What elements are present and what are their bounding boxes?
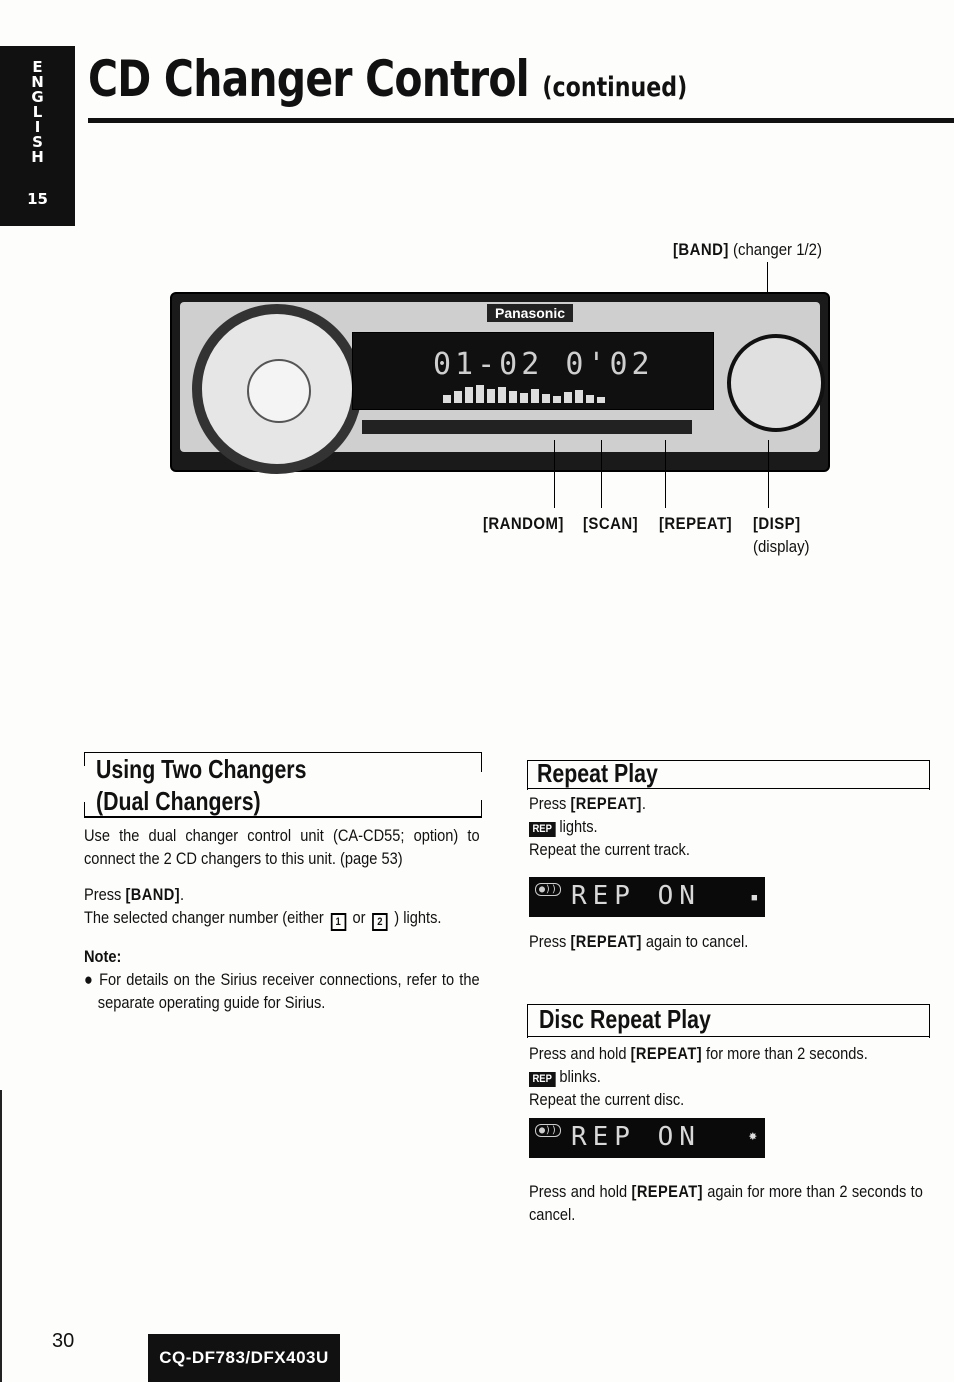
disc-icon: ●)) <box>535 883 561 896</box>
note-item <box>84 968 480 1014</box>
spectrum-bar <box>465 387 473 403</box>
repeat-play-heading: Repeat Play <box>537 758 658 788</box>
repeat-cancel-line <box>529 930 925 953</box>
scan-label: [SCAN] <box>583 514 638 533</box>
heading-rule <box>84 816 482 818</box>
heading-rule <box>527 1036 930 1037</box>
rep-indicator-icon: REP <box>529 822 555 837</box>
spectrum-bar <box>575 390 583 403</box>
cancel-prefix: Press and hold <box>529 1182 632 1201</box>
section-number: 15 <box>27 190 48 208</box>
disp-label: [DISP] <box>753 514 801 533</box>
scan-leader <box>601 440 602 508</box>
spectrum-bar <box>531 389 539 403</box>
heading-rule <box>527 760 528 790</box>
disc-repeat-cancel <box>529 1180 923 1226</box>
disc-repeat-body <box>529 1042 925 1111</box>
cancel-suffix: again to cancel. <box>641 932 749 951</box>
spectrum-bar <box>564 392 572 403</box>
blinks-text: blinks. <box>555 1067 601 1086</box>
page-number: 30 <box>52 1330 75 1352</box>
language-letter: S <box>32 133 43 151</box>
disc-repeat-display-text: REP ON <box>571 1122 701 1152</box>
heading-rule <box>84 802 85 818</box>
repeat-track-desc: Repeat the current track. <box>529 840 690 859</box>
press-prefix: Press <box>529 794 571 813</box>
repeat-leader <box>665 440 666 508</box>
band-label <box>673 240 822 260</box>
selected-prefix: The selected changer number (either <box>84 908 324 927</box>
head-unit-illustration <box>170 292 830 472</box>
spectrum-bar <box>597 397 605 403</box>
spectrum-bar <box>498 387 506 403</box>
page-title-sub: (continued) <box>542 72 688 103</box>
lcd-display <box>352 332 714 410</box>
spectrum-bar <box>487 389 495 403</box>
press-prefix: Press <box>84 885 126 904</box>
spectrum-bar <box>553 396 561 403</box>
heading-rule <box>527 1004 528 1038</box>
language-letter: E <box>32 58 43 76</box>
band-key: [BAND] <box>673 240 729 259</box>
disc-repeat-heading: Disc Repeat Play <box>539 1004 711 1034</box>
dual-changers-intro: Use the dual changer control unit (CA-CD55; option) to connect the 2 CD changers to this unit. (page 53) <box>84 826 480 868</box>
dual-changers-body <box>84 824 480 1014</box>
language-letter: L <box>32 103 43 121</box>
band-note: (changer 1/2) <box>732 240 822 259</box>
spectrum-bar <box>476 385 484 403</box>
button-strip <box>362 420 692 434</box>
repeat-display-screen <box>529 877 765 917</box>
repeat-disc-desc: Repeat the current disc. <box>529 1090 685 1109</box>
spectrum-bar <box>443 395 451 403</box>
heading-rule <box>481 800 482 818</box>
repeat-label: [REPEAT] <box>659 514 733 533</box>
blinking-rep-icon: ✸ <box>748 1128 757 1144</box>
cancel-suffix: again for more than 2 seconds to cancel. <box>529 1182 923 1224</box>
brand-label: Panasonic <box>487 304 573 322</box>
hold-suffix: for more than 2 seconds. <box>701 1044 868 1063</box>
language-letter: H <box>31 148 44 166</box>
lights-text: lights. <box>555 817 598 836</box>
spectrum-bar <box>542 394 550 403</box>
spectrum-bar <box>586 395 594 403</box>
hold-repeat-line <box>529 1042 925 1065</box>
press-repeat-line <box>529 792 925 815</box>
rep-indicator-icon: REP <box>529 1072 555 1087</box>
random-leader <box>554 440 555 508</box>
repeat-key-text: [REPEAT] <box>570 932 642 951</box>
band-key-text: [BAND] <box>125 885 180 904</box>
rep-blinks-line <box>529 1065 925 1088</box>
margin-rule <box>0 1090 2 1382</box>
disp-note: (display) <box>753 537 810 556</box>
repeat-play-body <box>529 792 925 861</box>
volume-knob <box>192 304 362 474</box>
spectrum-bar <box>454 391 462 403</box>
heading-rule <box>84 752 482 753</box>
bullet-icon: ● <box>84 970 100 989</box>
language-letters <box>0 60 75 165</box>
heading-rule <box>527 788 930 789</box>
heading-rule <box>481 752 482 772</box>
rep-lights-line <box>529 815 925 838</box>
note-text: For details on the Sirius receiver connections, refer to the separate operating guide for Sirius. <box>97 970 480 1012</box>
spectrum-bars <box>443 385 643 403</box>
changer-1-icon: 1 <box>330 913 345 931</box>
or-word: or <box>352 908 366 927</box>
spectrum-bar <box>509 391 517 403</box>
knob-center <box>247 359 311 423</box>
disc-repeat-display-screen <box>529 1118 765 1158</box>
language-letter: N <box>31 73 44 91</box>
heading-rule <box>929 1004 930 1038</box>
title-rule <box>88 118 954 123</box>
random-label: [RANDOM] <box>483 514 564 533</box>
press-band-line <box>84 883 480 906</box>
disc-icon: ●)) <box>535 1124 561 1137</box>
note-label: Note: <box>84 947 122 966</box>
model-number-tab: CQ-DF783/DFX403U <box>148 1334 340 1382</box>
language-letter: G <box>31 88 44 106</box>
selected-suffix: ) lights. <box>394 908 442 927</box>
repeat-key-text: [REPEAT] <box>630 1044 702 1063</box>
dual-changers-heading-line1: Using Two Changers <box>96 754 307 784</box>
disp-leader <box>768 440 769 508</box>
dual-changers-heading-line2: (Dual Changers) <box>96 786 261 816</box>
press-suffix: . <box>641 794 646 813</box>
spectrum-bar <box>520 393 528 403</box>
heading-rule <box>929 760 930 790</box>
rep-small-icon: ■ <box>751 893 757 903</box>
repeat-key-text: [REPEAT] <box>631 1182 703 1201</box>
language-tab <box>0 46 75 226</box>
repeat-display-text: REP ON <box>571 881 701 911</box>
language-letter: I <box>34 118 41 136</box>
cancel-prefix: Press <box>529 932 571 951</box>
page-title-main: CD Changer Control <box>88 50 529 108</box>
hold-prefix: Press and hold <box>529 1044 631 1063</box>
heading-rule <box>84 752 85 766</box>
selected-changer-line <box>84 906 480 931</box>
changer-2-icon: 2 <box>372 913 387 931</box>
page-title <box>88 50 687 117</box>
repeat-key-text: [REPEAT] <box>570 794 642 813</box>
press-suffix: . <box>179 885 185 904</box>
lcd-digits: 01-02 0'02 <box>433 347 654 382</box>
control-button-cluster <box>727 334 825 432</box>
